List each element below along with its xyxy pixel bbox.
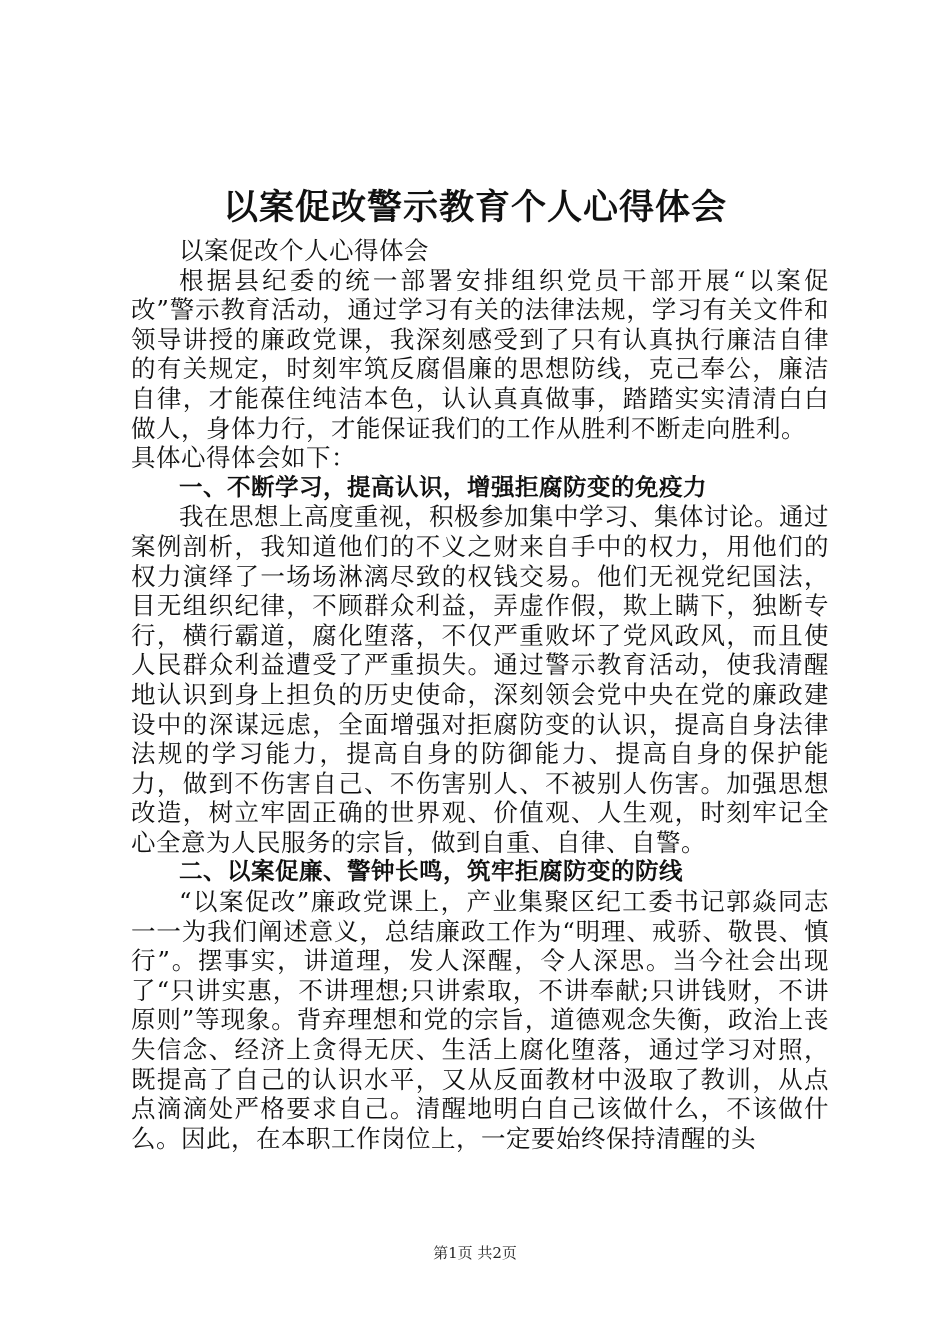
section-1-paragraph: 我在思想上高度重视，积极参加集中学习、集体讨论。通过案例剖析，我知道他们的不义之财来自手中的权力，用他们的权力演绎了一场场淋漓尽致的权钱交易。他们无视党纪国法，目无组织纪律，不顾群众利益，弄虚作假，欺上瞒下，独断专行，横行霸道，腐化堕落，不仅严重败坏了党风政风，而且使人民群众利益遭受了严重损失。通过警示教育活动，使我清醒地认识到身上担负的历史使命，深刻领会党中央在党的廉政建设中的深谋远虑，全面增强对拒腐防变的认识，提高自身法律法规的学习能力，提高自身的防御能力、提高自身的保护能力，做到不伤害自己、不伤害别人、不被别人伤害。加强思想改造，树立牢固正确的世界观、价值观、人生观，时刻牢记全心全意为人民服务的宗旨，做到自重、自律、自警。 (131, 502, 829, 857)
document-subtitle: 以案促改个人心得体会 (179, 236, 429, 265)
section-2-paragraph: “以案促改”廉政党课上，产业集聚区纪工委书记郭焱同志一一为我们阐述意义，总结廉政工作为“明理、戒骄、敬畏、慎行”。摆事实，讲道理，发人深醒，令人深思。当今社会出现了“只讲实惠，不讲理想;只讲索取，不讲奉献;只讲钱财，不讲原则”等现象。背弃理想和党的宗旨，道德观念失衡，政治上丧失信念、经济上贪得无厌、生活上腐化堕落，通过学习对照，既提高了自己的认识水平，又从反面教材中汲取了教训，从点点滴滴处严格要求自己。清醒地明白自己该做什么，不该做什么。因此，在本职工作岗位上，一定要始终保持清醒的头 (131, 887, 829, 1153)
document-body (131, 236, 829, 1153)
intro-tail-paragraph: 具体心得体会如下： (131, 443, 356, 473)
document-title: 以案促改警示教育个人心得体会 (222, 188, 727, 228)
section-heading-2: 二、以案促廉、警钟长鸣，筑牢拒腐防变的防线 (179, 857, 683, 886)
page-number-footer: 第1页 共2页 (433, 1244, 517, 1262)
intro-paragraph: 根据县纪委的统一部署安排组织党员干部开展“以案促改”警示教育活动，通过学习有关的法律法规，学习有关文件和领导讲授的廉政党课，我深刻感受到了只有认真执行廉洁自律的有关规定，时刻牢筑反腐倡廉的思想防线，克己奉公，廉洁自律，才能葆住纯洁本色，认认真真做事，踏踏实实清清白白做人，身体力行，才能保证我们的工作从胜利不断走向胜利。 (131, 265, 829, 443)
section-heading-1: 一、不断学习，提高认识，增强拒腐防变的免疫力 (179, 472, 707, 501)
